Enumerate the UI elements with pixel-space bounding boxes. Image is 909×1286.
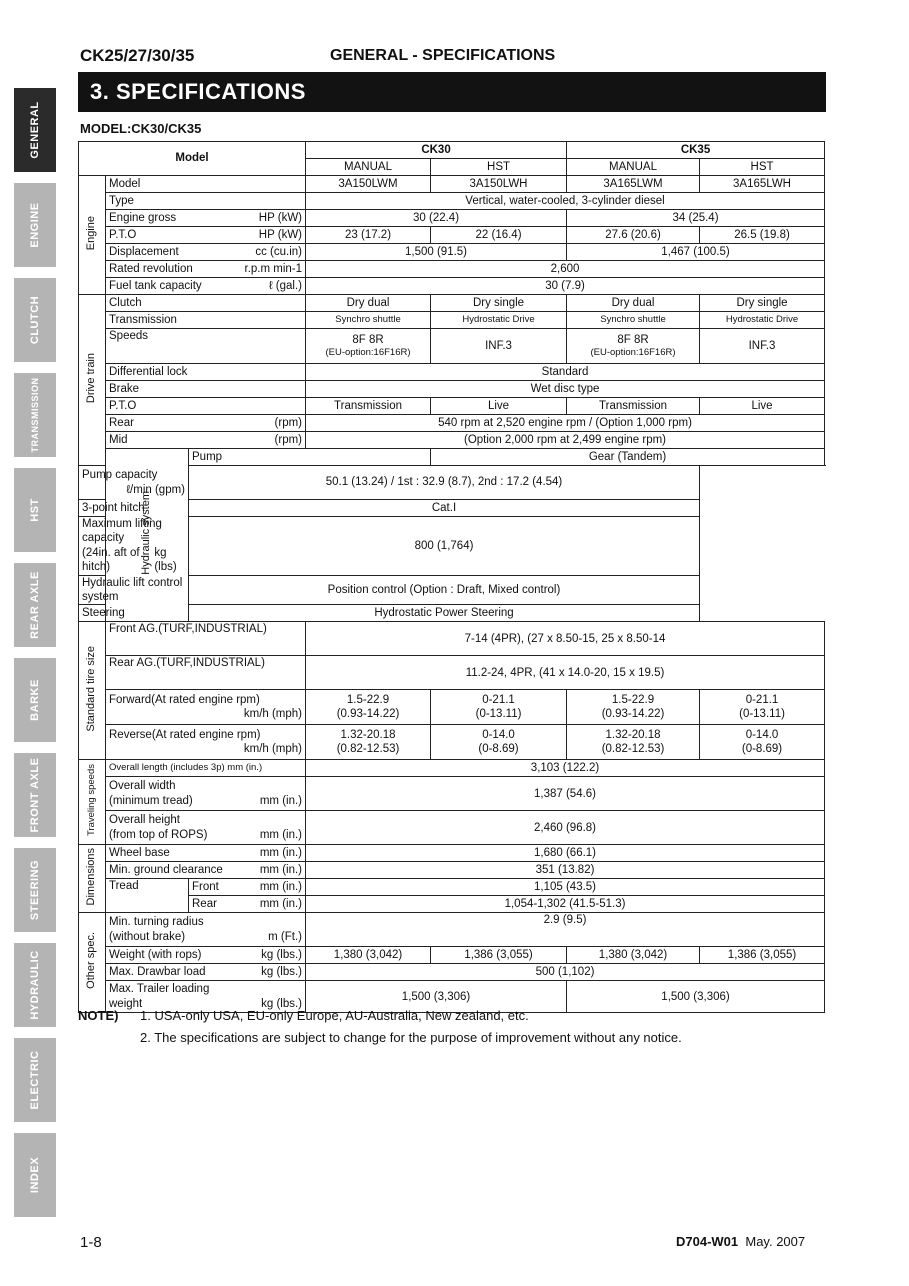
- row-label: Max. Trailer loading weight kg (lbs.): [106, 981, 306, 1013]
- header-row-models: [79, 142, 825, 159]
- cell: Wet disc type: [306, 381, 825, 398]
- tab-electric-label: ELECTRIC: [29, 1050, 41, 1110]
- group-drive-train: Drive train: [79, 295, 106, 466]
- row-label: Differential lock: [106, 364, 306, 381]
- tab-barke-label: BARKE: [29, 679, 41, 721]
- table-row: [79, 760, 825, 777]
- cell: 3A165LWH: [700, 176, 825, 193]
- tab-steering[interactable]: [14, 848, 56, 932]
- cell: 1.5-22.9 (0.93-14.22): [306, 690, 431, 725]
- table-row: [79, 725, 825, 760]
- tab-rear-axle-label: REAR AXLE: [29, 571, 41, 639]
- table-row: [79, 432, 825, 449]
- group-engine: Engine: [79, 176, 106, 295]
- ck35-header: CK35: [567, 142, 825, 159]
- row-sublabel: Front mm (in.): [189, 879, 306, 896]
- table-row: [79, 415, 825, 432]
- row-label: Weight (with rops) kg (lbs.): [106, 947, 306, 964]
- table-row: [79, 244, 825, 261]
- table-row: [79, 605, 825, 622]
- table-row: [79, 398, 825, 415]
- tab-hst-label: HST: [29, 498, 41, 522]
- table-row: [79, 227, 825, 244]
- row-label: Displacement cc (cu.in): [106, 244, 306, 261]
- row-label: Engine gross HP (kW): [106, 210, 306, 227]
- row-label: Front AG.(TURF,INDUSTRIAL): [106, 622, 306, 656]
- row-label: Speeds: [106, 329, 306, 364]
- row-label: Transmission: [106, 312, 306, 329]
- cell: 7-14 (4PR), (27 x 8.50-15, 25 x 8.50-14: [306, 622, 825, 656]
- cell: Vertical, water-cooled, 3-cylinder diesel: [306, 193, 825, 210]
- tab-hydraulic-label: HYDRAULIC: [29, 950, 41, 1020]
- cell: 1,467 (100.5): [567, 244, 825, 261]
- table-row: [79, 811, 825, 845]
- row-label: Maximum lifting capacity (24in. aft of hitch) kg (lbs): [79, 517, 189, 576]
- tab-general[interactable]: [14, 88, 56, 172]
- ck35-manual-header: MANUAL: [567, 159, 700, 176]
- header-model-code: CK25/27/30/35: [80, 46, 195, 65]
- cell: Synchro shuttle: [567, 312, 700, 329]
- note-line-2: 2. The specifications are subject to change for the purpose of improvement without any notice.: [140, 1030, 682, 1045]
- cell: 1.5-22.9 (0.93-14.22): [567, 690, 700, 725]
- row-label: Max. Drawbar load kg (lbs.): [106, 964, 306, 981]
- row-label: Pump: [189, 449, 431, 466]
- row-label: Rear AG.(TURF,INDUSTRIAL): [106, 656, 306, 690]
- cell: 1,386 (3,055): [700, 947, 825, 964]
- cell: (Option 2,000 rpm at 2,499 engine rpm): [306, 432, 825, 449]
- cell: 3A165LWM: [567, 176, 700, 193]
- row-label: Overall height (from top of ROPS) mm (in.): [106, 811, 306, 845]
- table-row: [79, 964, 825, 981]
- tab-engine[interactable]: [14, 183, 56, 267]
- group-tire: Standard tire size: [79, 622, 106, 760]
- cell: 0-21.1 (0-13.11): [700, 690, 825, 725]
- cell: 1,054-1,302 (41.5-51.3): [306, 896, 825, 913]
- cell: 0-14.0 (0-8.69): [431, 725, 567, 760]
- tab-barke[interactable]: [14, 658, 56, 742]
- tab-front-axle[interactable]: [14, 753, 56, 837]
- cell: Transmission: [306, 398, 431, 415]
- row-label: P.T.O: [106, 398, 306, 415]
- cell: 3,103 (122.2): [306, 760, 825, 777]
- row-label: Forward(At rated engine rpm) km/h (mph): [106, 690, 306, 725]
- cell: Live: [700, 398, 825, 415]
- table-row: [79, 176, 825, 193]
- row-label: Reverse(At rated engine rpm) km/h (mph): [106, 725, 306, 760]
- row-label: Model: [106, 176, 306, 193]
- cell: Dry dual: [567, 295, 700, 312]
- cell: 540 rpm at 2,520 engine rpm / (Option 1,000 rpm): [306, 415, 825, 432]
- cell: 30 (22.4): [306, 210, 567, 227]
- table-row: [79, 862, 825, 879]
- footer-doc-info: [676, 1234, 805, 1249]
- row-label: Steering: [79, 605, 189, 622]
- tab-hydraulic[interactable]: [14, 943, 56, 1027]
- cell: 22 (16.4): [431, 227, 567, 244]
- table-row: [79, 896, 825, 913]
- group-other: Other spec.: [79, 913, 106, 1013]
- row-label: Clutch: [106, 295, 306, 312]
- table-row: [79, 278, 825, 295]
- row-sublabel: Rear mm (in.): [189, 896, 306, 913]
- row-label: Mid (rpm): [106, 432, 306, 449]
- table-row: [79, 690, 825, 725]
- row-label: Min. turning radius (without brake) m (Ft.): [106, 913, 306, 947]
- tab-hst[interactable]: [14, 468, 56, 552]
- table-row: [79, 449, 825, 466]
- table-row: [79, 879, 825, 896]
- tab-clutch-label: CLUTCH: [29, 295, 41, 345]
- cell: Live: [431, 398, 567, 415]
- tab-rear-axle[interactable]: [14, 563, 56, 647]
- cell: Standard: [306, 364, 825, 381]
- table-row: [79, 622, 825, 656]
- cell: INF.3: [700, 329, 825, 364]
- row-label: Brake: [106, 381, 306, 398]
- cell: INF.3: [431, 329, 567, 364]
- ck35-hst-header: HST: [700, 159, 825, 176]
- cell: 1,380 (3,042): [567, 947, 700, 964]
- cell: 1,380 (3,042): [306, 947, 431, 964]
- note-line-1: 1. USA-only USA, EU-only Europe, AU-Australia, New zealand, etc.: [140, 1008, 529, 1023]
- tab-clutch[interactable]: [14, 278, 56, 362]
- tab-general-label: GENERAL: [29, 101, 41, 159]
- cell: Gear (Tandem): [431, 449, 825, 466]
- cell: 8F 8R (EU-option:16F16R): [567, 329, 700, 364]
- tab-index-label: INDEX: [29, 1156, 41, 1194]
- cell: 0-21.1 (0-13.11): [431, 690, 567, 725]
- section-banner: 3. SPECIFICATIONS: [78, 72, 826, 112]
- ck30-manual-header: MANUAL: [306, 159, 431, 176]
- cell: 11.2-24, 4PR, (41 x 14.0-20, 15 x 19.5): [306, 656, 825, 690]
- table-row: [79, 381, 825, 398]
- row-label: Tread: [106, 879, 189, 913]
- cell: Hydrostatic Drive: [700, 312, 825, 329]
- tab-transmission-label: TRANSMISSION: [30, 377, 40, 453]
- tab-steering-label: STEERING: [29, 859, 41, 921]
- cell: 1,500 (91.5): [306, 244, 567, 261]
- row-label: Overall length (includes 3p) mm (in.): [106, 760, 306, 777]
- cell: 1,500 (3,306): [306, 981, 567, 1013]
- cell: 26.5 (19.8): [700, 227, 825, 244]
- group-dimensions: Dimensions: [79, 845, 106, 913]
- note-label: NOTE): [78, 1008, 119, 1023]
- cell: Cat.I: [189, 500, 700, 517]
- model-header-cell: Model: [79, 142, 306, 176]
- row-label: Rated revolution r.p.m min-1: [106, 261, 306, 278]
- cell: 1,105 (43.5): [306, 879, 825, 896]
- table-row: [79, 500, 825, 517]
- row-label: Pump capacity ℓ/min (gpm): [79, 466, 189, 500]
- ck30-hst-header: HST: [431, 159, 567, 176]
- header-section: GENERAL - SPECIFICATIONS: [330, 47, 556, 64]
- tab-electric[interactable]: [14, 1038, 56, 1122]
- cell: Hydrostatic Power Steering: [189, 605, 700, 622]
- cell: 8F 8R (EU-option:16F16R): [306, 329, 431, 364]
- row-label: Rear (rpm): [106, 415, 306, 432]
- table-row: [79, 517, 825, 576]
- cell: 1,386 (3,055): [431, 947, 567, 964]
- cell: Dry single: [431, 295, 567, 312]
- row-label: Overall width (minimum tread) mm (in.): [106, 777, 306, 811]
- table-row: [79, 364, 825, 381]
- table-row: [79, 656, 825, 690]
- tab-index[interactable]: [14, 1133, 56, 1217]
- cell: 500 (1,102): [306, 964, 825, 981]
- row-label: Fuel tank capacity ℓ (gal.): [106, 278, 306, 295]
- cell: Hydrostatic Drive: [431, 312, 567, 329]
- spec-table: [78, 141, 825, 1013]
- cell: 30 (7.9): [306, 278, 825, 295]
- table-row: [79, 210, 825, 227]
- table-row: [79, 312, 825, 329]
- cell: 50.1 (13.24) / 1st : 32.9 (8.7), 2nd : 17.2 (4.54): [189, 466, 700, 500]
- doc-date: May. 2007: [745, 1234, 806, 1249]
- tab-transmission[interactable]: [14, 373, 56, 457]
- row-label: Min. ground clearance mm (in.): [106, 862, 306, 879]
- cell: 23 (17.2): [306, 227, 431, 244]
- ck30-header: CK30: [306, 142, 567, 159]
- cell: 1.32-20.18 (0.82-12.53): [567, 725, 700, 760]
- table-row: [79, 947, 825, 964]
- cell: Position control (Option : Draft, Mixed control): [189, 575, 700, 605]
- cell: 34 (25.4): [567, 210, 825, 227]
- row-label: Hydraulic lift control system: [79, 575, 189, 605]
- cell: 2.9 (9.5): [306, 913, 825, 947]
- doc-code: D704-W01: [676, 1234, 739, 1249]
- cell: 1,500 (3,306): [567, 981, 825, 1013]
- cell: 3A150LWH: [431, 176, 567, 193]
- group-hydraulic: Hydraulic system: [106, 449, 189, 622]
- table-row: [79, 845, 825, 862]
- row-label: 3-point hitch: [79, 500, 189, 517]
- cell: 2,460 (96.8): [306, 811, 825, 845]
- page-number: 1-8: [80, 1234, 102, 1251]
- table-row: [79, 295, 825, 312]
- cell: Synchro shuttle: [306, 312, 431, 329]
- table-row: [79, 466, 825, 500]
- table-row: [79, 575, 825, 605]
- cell: 1,680 (66.1): [306, 845, 825, 862]
- tab-engine-label: ENGINE: [29, 202, 41, 248]
- table-row: [79, 913, 825, 947]
- cell: 1.32-20.18 (0.82-12.53): [306, 725, 431, 760]
- cell: Dry dual: [306, 295, 431, 312]
- table-row: [79, 329, 825, 364]
- group-travel: Traveling speeds: [79, 760, 106, 845]
- table-row: [79, 777, 825, 811]
- table-row: [79, 261, 825, 278]
- cell: Transmission: [567, 398, 700, 415]
- table-row: [79, 193, 825, 210]
- cell: 2,600: [306, 261, 825, 278]
- cell: 0-14.0 (0-8.69): [700, 725, 825, 760]
- cell: 27.6 (20.6): [567, 227, 700, 244]
- cell: Dry single: [700, 295, 825, 312]
- row-label: Wheel base mm (in.): [106, 845, 306, 862]
- cell: 800 (1,764): [189, 517, 700, 576]
- cell: 1,387 (54.6): [306, 777, 825, 811]
- tab-front-axle-label: FRONT AXLE: [29, 757, 41, 833]
- cell: 351 (13.82): [306, 862, 825, 879]
- row-label: Type: [106, 193, 306, 210]
- cell: 3A150LWM: [306, 176, 431, 193]
- row-label: P.T.O HP (kW): [106, 227, 306, 244]
- model-line: MODEL:CK30/CK35: [80, 121, 202, 136]
